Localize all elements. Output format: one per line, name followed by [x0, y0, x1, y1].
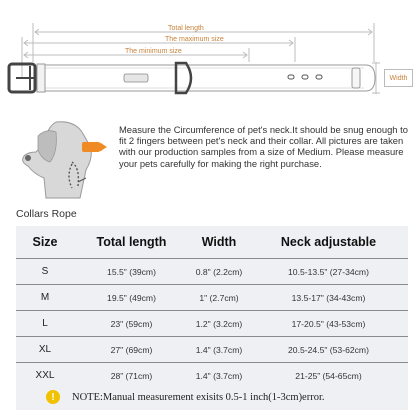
minimum-size-label: The minimum size — [125, 48, 182, 55]
logo-tag — [124, 74, 148, 82]
cell-size: L — [16, 311, 74, 337]
measurement-instructions: Measure the Circumference of pet's neck.It should be snug enough to fit 2 fingers between pet's neck and their collar. All pictures are taken with our production samples from a size of Medium. Please measure your pets carefully for making the right purchase. — [119, 124, 408, 169]
header-size: Size — [16, 226, 74, 259]
table-header-row — [16, 226, 408, 259]
cell-neck-adjustable: 20.5-24.5" (53-62cm) — [249, 337, 408, 363]
table-row — [16, 311, 408, 337]
buckle — [9, 64, 45, 92]
measuring-tape-tag — [82, 142, 100, 152]
measurement-note — [16, 384, 408, 410]
table-row — [16, 259, 408, 285]
total-length-label: Total length — [168, 25, 204, 32]
collar-diagram-graphic — [0, 0, 416, 120]
cell-total-length: 27" (69cm) — [74, 337, 189, 363]
cell-size: XL — [16, 337, 74, 363]
cell-neck-adjustable: 10.5-13.5" (27-34cm) — [249, 259, 408, 285]
header-total-length: Total length — [74, 226, 189, 259]
note-text: NOTE:Manual measurement exisits 0.5-1 inch(1-3cm)error. — [72, 391, 325, 403]
table-row — [16, 337, 408, 363]
cell-width: 0.8" (2.2cm) — [189, 259, 249, 285]
maximum-size-label: The maximum size — [165, 36, 224, 43]
adjustment-holes — [288, 75, 322, 79]
cell-size: M — [16, 285, 74, 311]
collar-dimension-diagram — [0, 0, 416, 120]
cell-width: 1.2" (3.2cm) — [189, 311, 249, 337]
section-title: Collars Rope — [16, 208, 77, 220]
cell-total-length: 28” (71cm) — [110, 370, 153, 381]
cell-width: 1" (2.7cm) — [189, 285, 249, 311]
header-neck-adjustable: Neck adjustable — [249, 226, 408, 259]
cell-neck-adjustable: 13.5-17" (34-43cm) — [249, 285, 408, 311]
header-width: Width — [189, 226, 249, 259]
size-table — [16, 226, 408, 388]
table-row — [16, 285, 408, 311]
cell-width: 1.4" (3.7cm) — [189, 337, 249, 363]
width-label: Width — [384, 69, 413, 87]
cell-neck-adjustable: 21-25” (54-65cm) — [295, 370, 362, 381]
cell-width: 1.4" (3.7cm) — [195, 370, 243, 381]
strap-keeper — [352, 68, 360, 88]
dog-head-icon — [16, 118, 112, 200]
cell-total-length: 23" (59cm) — [74, 311, 189, 337]
dog-neck-illustration — [16, 118, 112, 200]
collar-strap — [40, 65, 375, 91]
cell-total-length: 15.5" (39cm) — [74, 259, 189, 285]
cell-neck-adjustable: 17-20.5" (43-53cm) — [249, 311, 408, 337]
cell-total-length: 19.5" (49cm) — [74, 285, 189, 311]
exclamation-circle-icon: ! — [46, 390, 60, 404]
cell-size: S — [16, 259, 74, 285]
cell-size: XXL — [35, 370, 55, 381]
